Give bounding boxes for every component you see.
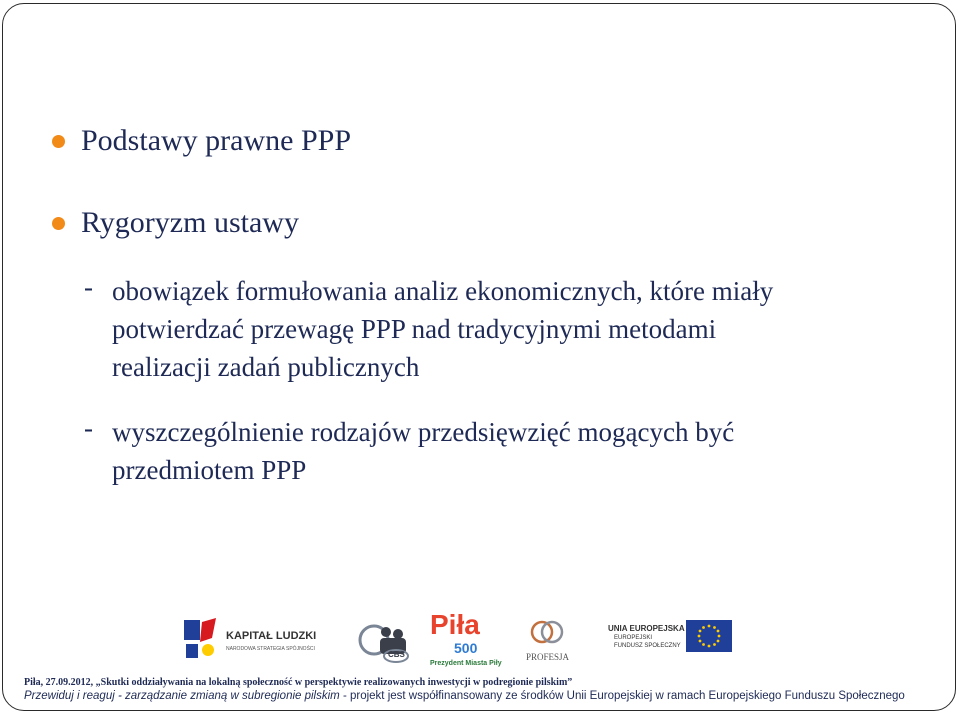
kapital-ludzki-title: KAPITAŁ LUDZKI [226, 630, 317, 642]
eu-efs-logo [608, 620, 732, 660]
bullet-dot [52, 135, 65, 148]
pila-number: 500 [454, 640, 478, 656]
sub-item-line: przedmiotem PPP [112, 455, 307, 485]
cbs-logo [358, 618, 412, 664]
sub-item-line: wyszczególnienie rodzajów przedsięwzięć mogących być [112, 417, 735, 447]
bullet-item-legal-basis [52, 124, 351, 158]
dash-marker: - [84, 272, 93, 302]
sub-item-line: potwierdzać przewagę PPP nad tradycyjnymi metodami [112, 314, 717, 344]
bullet-text: Podstawy prawne PPP [81, 124, 352, 157]
cbs-label: CBS [388, 650, 405, 659]
eu-label-line3: FUNDUSZ SPOŁECZNY [614, 643, 681, 649]
pila-caption: Prezydent Miasta Piły [430, 660, 502, 667]
sub-item-line: obowiązek formułowania analiz ekonomicznych, które miały [112, 276, 774, 306]
footer-project-title: Przewiduj i reaguj - zarządzanie zmianą w subregionie pilskim [24, 690, 340, 702]
eu-label-line2: EUROPEJSKI [614, 635, 653, 641]
profesja-label: PROFESJA [526, 652, 570, 662]
footer-funding-text: - projekt jest współfinansowany ze środków Unii Europejskiej w ramach Europejskiego Funduszu Społecznego [339, 690, 905, 702]
sub-item-line: realizacji zadań publicznych [112, 352, 420, 382]
sub-item-project-types [84, 413, 734, 489]
bullet-item-act-rigor [52, 206, 299, 240]
pila-title: Piła [430, 609, 480, 640]
kapital-ludzki-subtitle: NARODOWA STRATEGIA SPÓJNOŚCI [226, 646, 315, 652]
footer-event-line: Piła, 27.09.2012, „Skutki oddziaływania na lokalną społeczność w perspektywie realizowanych inwestycji w podregionie pilskim” [24, 677, 573, 688]
eu-flag-icon [686, 620, 732, 652]
pila-500-logo [430, 610, 506, 672]
bullet-text: Rygoryzm ustawy [81, 206, 299, 239]
footer-project-line [24, 690, 905, 702]
kapital-ludzki-logo [182, 616, 322, 664]
profesja-logo [520, 616, 574, 664]
sponsor-logos [0, 608, 960, 672]
dash-marker: - [84, 413, 93, 443]
bullet-dot [52, 217, 65, 230]
eu-label-line1: UNIA EUROPEJSKA [608, 624, 685, 633]
sub-item-economic-analysis [84, 272, 773, 386]
kapital-ludzki-emblem-icon [182, 616, 222, 662]
profesja-rings-icon [520, 616, 574, 648]
